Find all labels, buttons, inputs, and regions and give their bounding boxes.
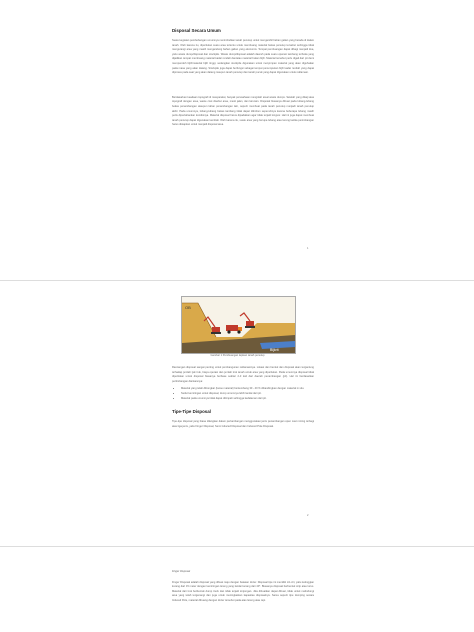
paragraph: Rancangan disposal sangat penting untuk pembangunan reklamasinya. Lokasi dan bentuk dan disposal akan tergantung terhadap jumlah ijuk truk, biaya operasi dan jumlah truk tanah untuk area yang diperlukan. Pada umumnya disposal tidak diperlukan untuk disposal biasanya berbase sekitar 2-3 kali dari daerah penambangan (pit). Hal ini berdasarkan pertimbangan diantaranya: <box>172 366 314 383</box>
paragraph: Tipe-tipe disposal yang biasa dilangkan dalam pertambangan menggunakan jenis penambangan open cast mining terbagi atas tiga jenis, yaitu Finger Disposal, Semi Induced Disposal dan Induced Pole Disposal. <box>172 420 314 428</box>
paragraph: Suatu kegiatan pembebangan umumnya menimbulkan tanah penutup untuk mengambil bahan galian yang berada di dalam tanah. Oleh karena itu, diperlukan suatu area tertentu untuk membuang material bekas penutup tersebut sehingga tidak mengurangi area yang masih mengandung bahan galian yang ekonomis. Tempat pembuangan dapat dibagi menjadi dua, yaitu waste dump/disposal dan stockpile. Waste dump/disposal adalah daerah pada suatu operasi tambang terbuka yang dijadikan tempat membuang material kadar rendah dan/atau material bukan bijih. Material tersebut perlu digali dari pit demi memperoleh bijih/material bijih tinggi, sedangkan stockpile digunakan untuk menyimpan material yang akan diguhakan pada masa yang akan datang. Stockpile juga dapat berfungsi sebagai tempat penumpukan bijih kadar rendah yang dapat diproses pada saat yang akan datang maupun tanah penutup dan tanah pucuk yang dapat digunakan untuk reklamasi. <box>172 39 314 75</box>
figure-label-ob: OB <box>185 305 191 310</box>
disposal-figure <box>181 296 296 354</box>
section-heading: Finger Disposal <box>172 570 191 573</box>
disposal-illustration <box>182 297 295 353</box>
paragraph: Finger Disposal adalah disposal yang dibuat maju dengan batasan dozer. Disposal tipe ini memiliki ciri-ciri, yaitu ketinggian kurang dari 15 meter dengan kemiringan lereng yang landai kurang dari 40°. Biasanya disposal berbentuk sirip atau lurus. Material dari truk berbentuk dump truck dan tidak terjadi tonjongan. Jika dibuatkan dapat dibuat, tidak untuk melindungi area yang telah tergenangi dan juga untuk meningkatkan kapasitas disposalnya. Sama seperti tipe dumping secara Induced Pole, material dibuang dengan dozer tersebut pada atas lereng atau tepi. <box>172 580 314 602</box>
page-number: 1 <box>307 247 309 250</box>
bullet-list <box>172 387 314 401</box>
page-number: 2 <box>307 514 309 517</box>
paragraph: Berdasarkan keadaan topografi di masyarakat, banyak perusahaan mengolah areal waste dumps. Setelah yang dikaji atas topografi dengan area, waste cost disebut area, mesti jalan, dan lain-lain. Disposal biasanya dibuat pada lubang-lubang bekas penambangan ataupun lahan penambangan lain, seperti membuat pada tanah penutup menjadi tanah penutup akhir. Pada umumnya, lubang-lubang bekas tambang tidak dapat ditimbun sepenuhnya karena beberapa lubang masih perlu dipertahankan kondisinya. Material disposal harus dipadatkan agar tidak terjadi longsor. Hal ini juga dapat membuat tanah penutup dapat digunakan kembali. Oleh karena itu, suatu area yang berupa lubang atau lereng ketika penimbangan harus disiapkan untuk menjadi disposal area. <box>172 95 314 127</box>
page-2-content <box>172 366 314 429</box>
figure-caption: Gambar 1 Pembuangan lapisan tanah penutup <box>210 354 265 357</box>
section-heading: Tipe-Tipe Disposal <box>172 409 211 415</box>
page-1-content <box>172 28 314 128</box>
page-break-1 <box>0 280 474 281</box>
list-item: • Sudut kemiringan untuk disposal, dump umumnya lebih landai dari pit. <box>181 392 314 397</box>
page-break-2 <box>0 546 474 547</box>
section-heading: Disposal Secara Umum <box>172 28 221 33</box>
figure-label-bijkrit: Bijkrit <box>270 348 279 352</box>
list-item: • Material yang telah dibongkar (loose material) berkembang 30 - 40 % dibandingkan dengan material in situ. <box>181 387 314 392</box>
page-3-content <box>172 570 314 604</box>
list-item: • Material pada umumnya tidak dapat ditimpah sehingga kedalaman dari pit. <box>181 397 314 402</box>
